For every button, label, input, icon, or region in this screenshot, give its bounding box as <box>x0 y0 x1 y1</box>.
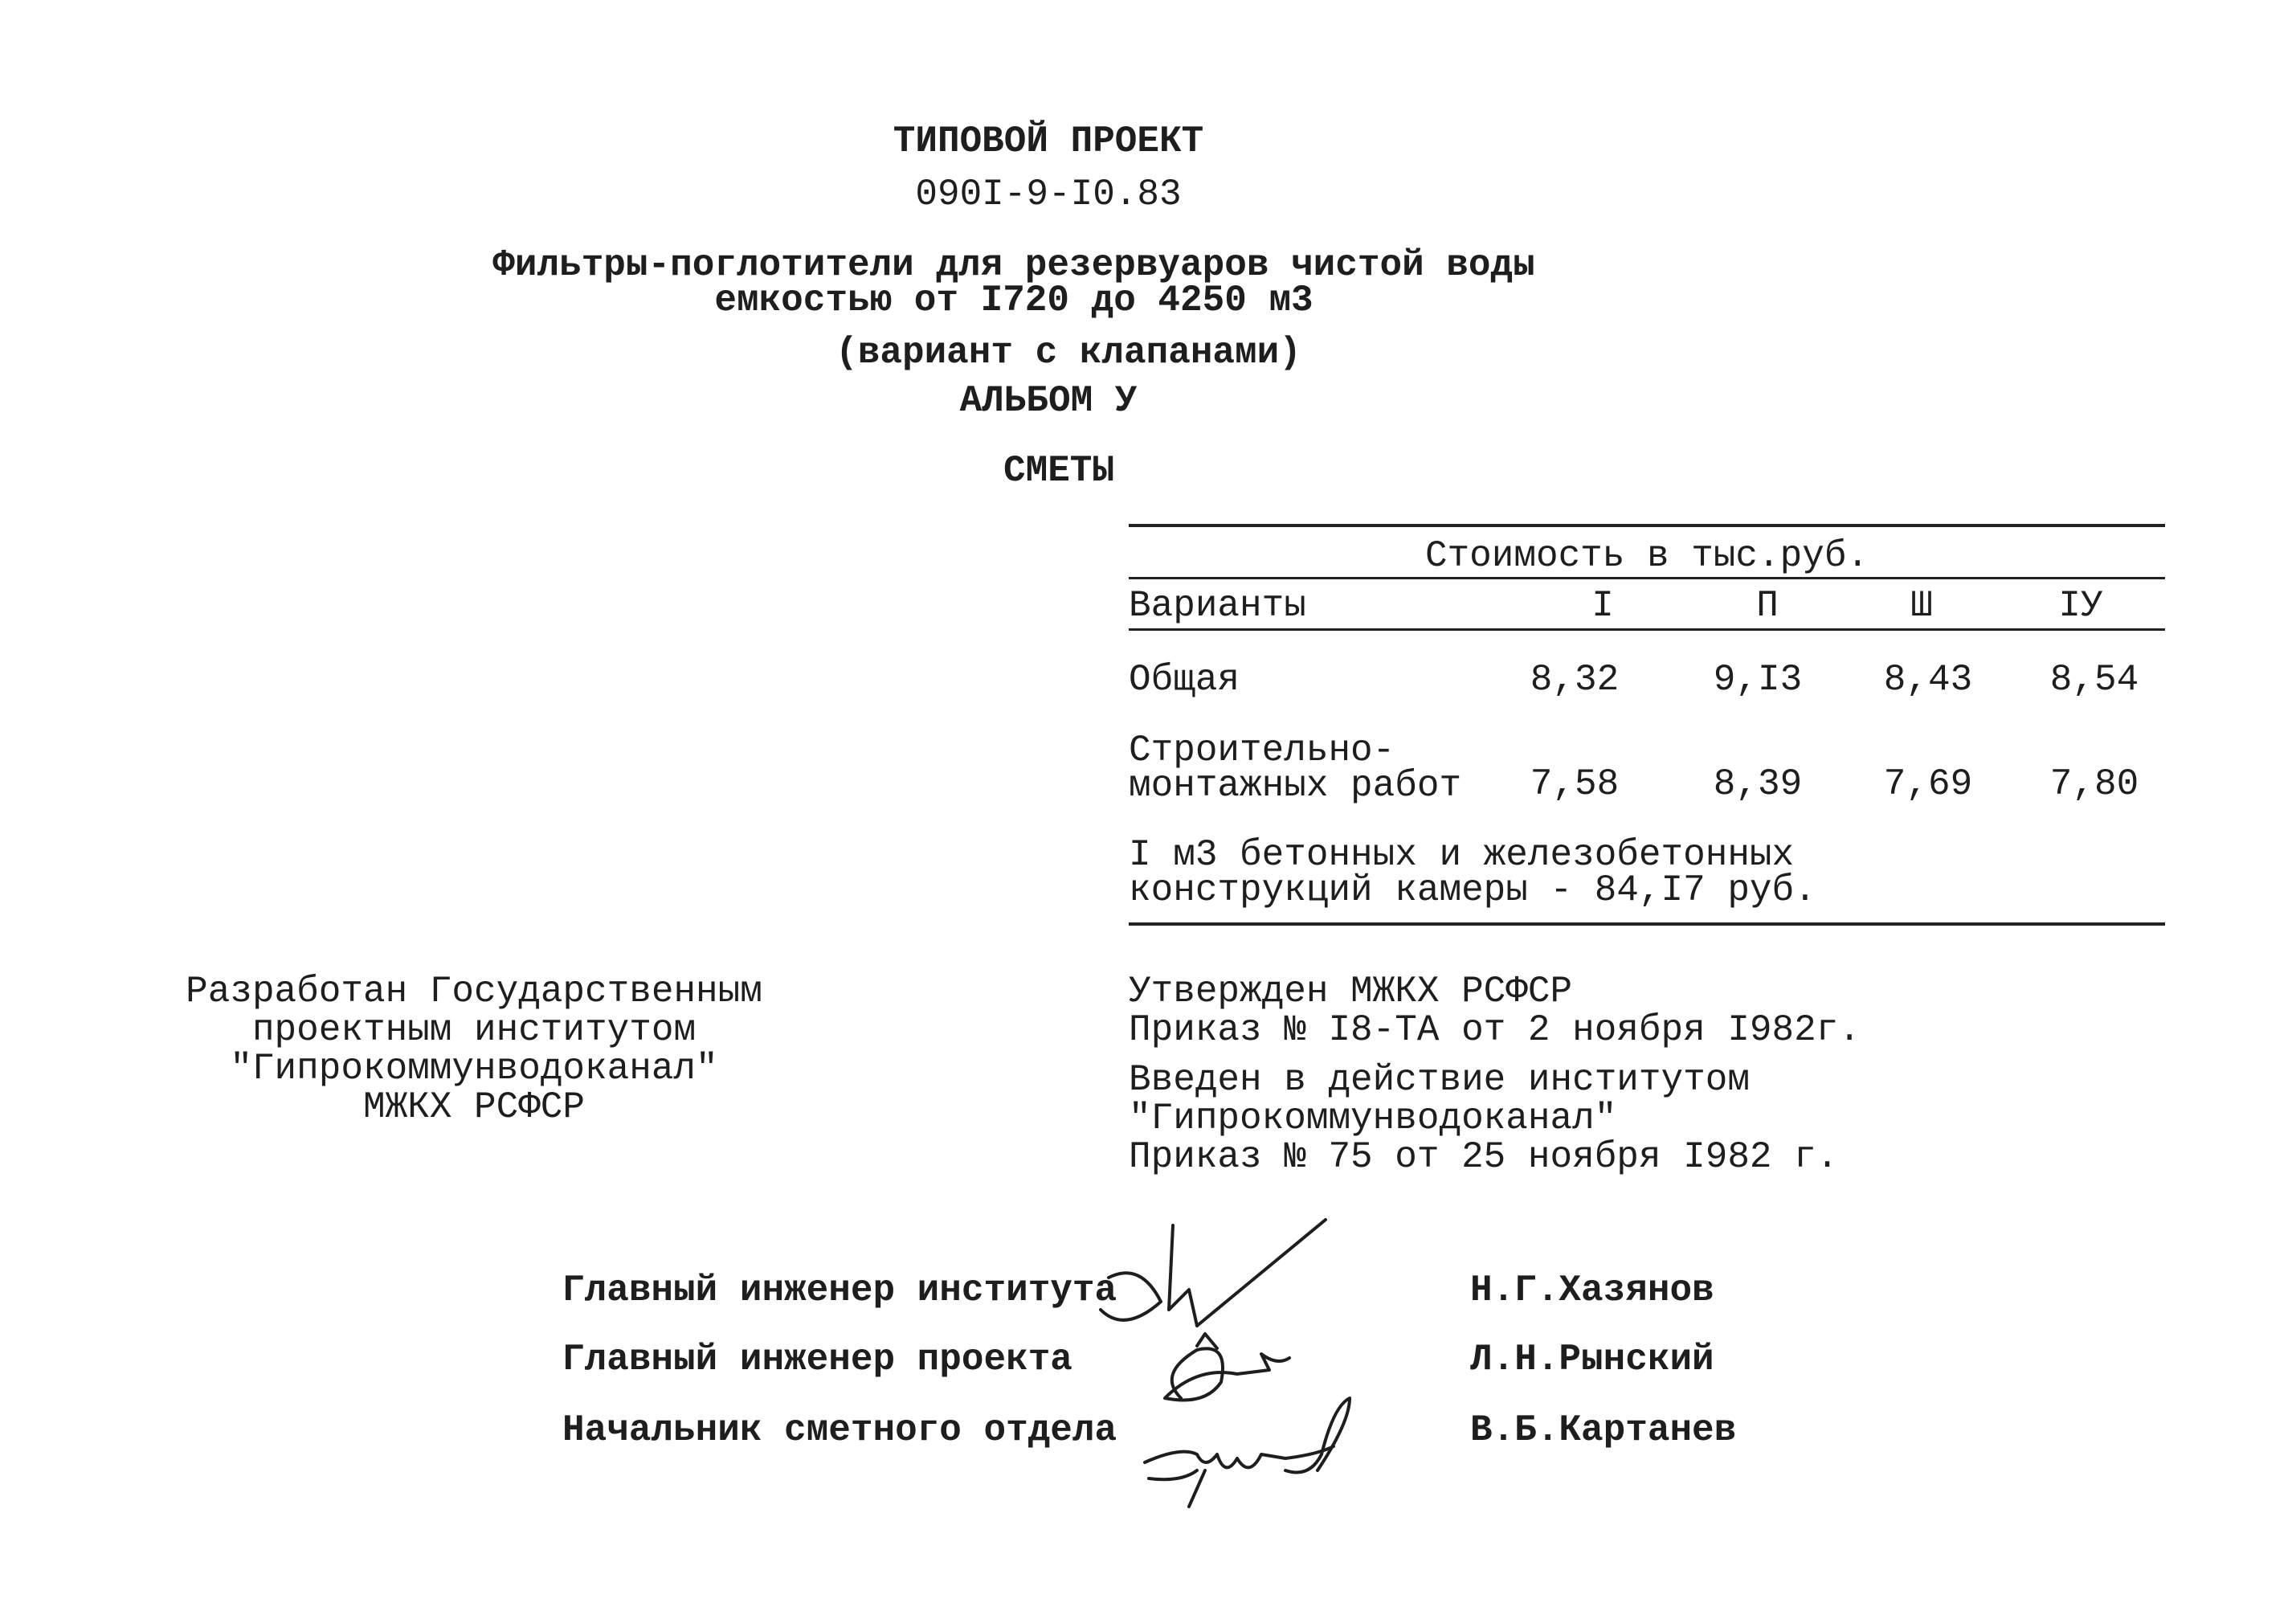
document-type-title: ТИПОВОЙ ПРОЕКТ <box>893 121 1204 162</box>
signature-stroke <box>1197 1334 1217 1348</box>
signature-stroke <box>1189 1470 1205 1507</box>
enactment-line: "Гипрокоммунводоканал" <box>1129 1098 1617 1139</box>
project-name-line1: Фильтры-поглотители для резервуаров чистой воды <box>492 244 1535 286</box>
handwritten-signatures <box>1077 1213 1454 1519</box>
project-code: 090I-9-I0.83 <box>915 174 1182 215</box>
cell-value: 8,43 <box>1883 659 1973 701</box>
signatory-name: В.Б.Картанев <box>1470 1409 1737 1451</box>
album-label: АЛЬБОМ У <box>959 380 1138 422</box>
cell-value: 7,80 <box>2049 763 2139 805</box>
developer-line: "Гипрокоммунводоканал" <box>230 1048 718 1090</box>
cell-value: 8,39 <box>1713 763 1803 805</box>
signatory-role: Главный инженер проекта <box>562 1339 1072 1380</box>
cell-value: 9,I3 <box>1713 659 1803 701</box>
table-top-rule <box>1129 524 2165 527</box>
cell-value: 7,69 <box>1883 763 1973 805</box>
enactment-block <box>1129 1061 1838 1176</box>
approval-line: Утвержден МЖКХ РСФСР <box>1129 971 1573 1012</box>
developer-line: Разработан Государственным <box>186 971 762 1012</box>
cell-value: 7,58 <box>1530 763 1620 805</box>
column-header-4: IУ <box>2058 585 2103 627</box>
project-name-line2: емкостью от I720 до 4250 м3 <box>714 280 1313 321</box>
signatory-name: Н.Г.Хазянов <box>1470 1270 1714 1311</box>
signature-chief-estimator <box>1145 1446 1334 1467</box>
enactment-line: Приказ № 75 от 25 ноября I982 г. <box>1129 1136 1839 1178</box>
enactment-line: Введен в действие институтом <box>1129 1059 1750 1101</box>
concrete-note-line1: I м3 бетонных и железобетонных <box>1129 834 1795 876</box>
signature-stroke <box>1285 1398 1350 1473</box>
developer-block <box>186 972 762 1127</box>
approval-block <box>1129 972 1861 1049</box>
variant-note: (вариант с клапанами) <box>835 332 1301 374</box>
cell-value: 8,32 <box>1530 659 1620 701</box>
signature-stroke <box>1197 1220 1326 1326</box>
section-title: СМЕТЫ <box>1003 450 1115 492</box>
column-header-variants: Варианты <box>1129 585 1306 627</box>
table-header-rule <box>1129 628 2165 631</box>
signature-stroke <box>1149 1470 1197 1479</box>
column-header-1: I <box>1591 585 1614 627</box>
signatory-name: Л.Н.Рынский <box>1470 1339 1714 1380</box>
row-label: Общая <box>1129 659 1240 701</box>
table-caption: Стоимость в тыс.руб. <box>1424 535 1869 577</box>
developer-line: проектным институтом <box>251 1009 697 1051</box>
signatory-role: Главный инженер института <box>562 1270 1117 1311</box>
row-label-line2: монтажных работ <box>1129 765 1462 807</box>
developer-line: МЖКХ РСФСР <box>362 1086 586 1128</box>
row-label-line1: Строительно- <box>1129 730 1395 771</box>
concrete-note-line2: конструкций камеры - 84,I7 руб. <box>1129 869 1816 911</box>
table-caption-rule <box>1129 577 2165 579</box>
signature-chief-engineer-project <box>1165 1348 1289 1400</box>
cell-value: 8,54 <box>2049 659 2139 701</box>
signature-stroke <box>1101 1273 1161 1320</box>
signatory-role: Начальник сметного отдела <box>562 1409 1117 1451</box>
signature-chief-engineer-institute <box>1169 1225 1197 1326</box>
table-bottom-rule <box>1129 922 2165 926</box>
approval-line: Приказ № I8-ТА от 2 ноября I982г. <box>1129 1009 1861 1051</box>
column-header-2: П <box>1756 585 1779 627</box>
column-header-3: Ш <box>1910 585 1933 627</box>
